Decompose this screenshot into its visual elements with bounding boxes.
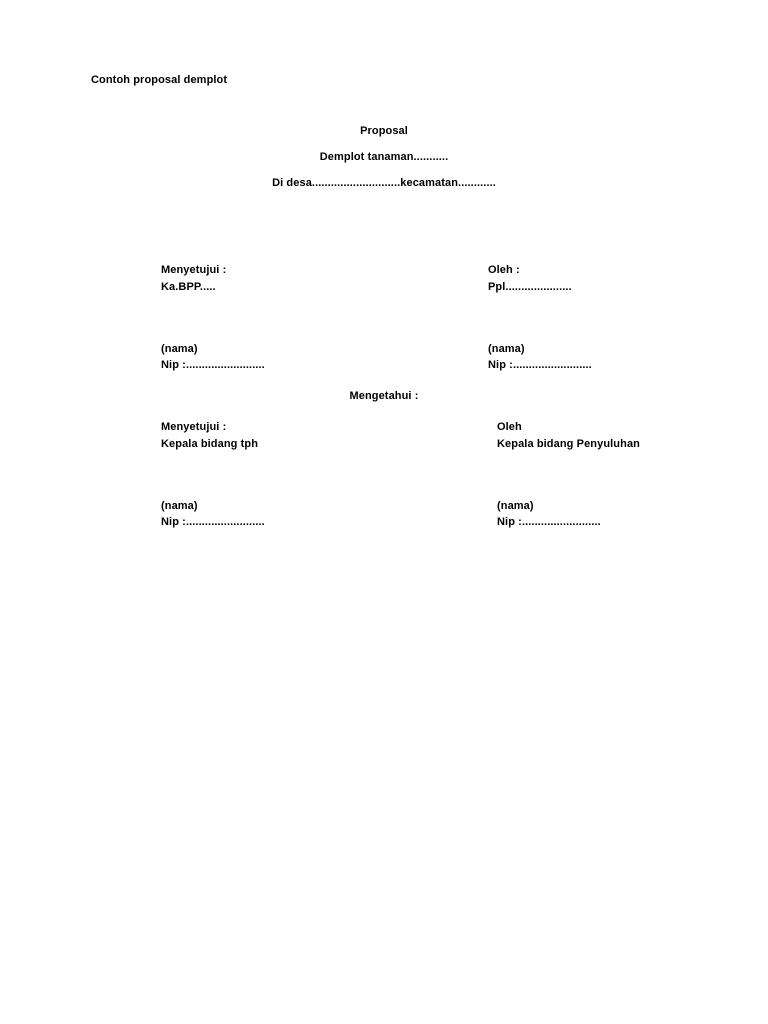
- mengetahui-label: Mengetahui :: [349, 390, 419, 402]
- proposal-subtitle-demplot: Demplot tanaman...........: [319, 151, 449, 163]
- approval-nip: Nip :.........................: [161, 516, 265, 528]
- approval-role: Ka.BPP.....: [161, 281, 216, 293]
- approval-role: Ppl.....................: [488, 281, 572, 293]
- approval-name: (nama): [488, 343, 525, 355]
- approval-name: (nama): [497, 500, 534, 512]
- approval-label: Menyetujui :: [161, 421, 227, 433]
- approval-label: Oleh: [497, 421, 522, 433]
- proposal-title: Proposal: [360, 125, 408, 137]
- document-heading: Contoh proposal demplot: [91, 74, 228, 86]
- approval-nip: Nip :.........................: [161, 359, 265, 371]
- approval-name: (nama): [161, 500, 198, 512]
- approval-nip: Nip :.........................: [488, 359, 592, 371]
- proposal-subtitle-location: Di desa............................kecamatan............: [272, 177, 496, 189]
- approval-name: (nama): [161, 343, 198, 355]
- approval-role: Kepala bidang Penyuluhan: [497, 438, 640, 450]
- approval-role: Kepala bidang tph: [161, 438, 259, 450]
- approval-nip: Nip :.........................: [497, 516, 601, 528]
- approval-label: Menyetujui :: [161, 264, 227, 276]
- approval-label: Oleh :: [488, 264, 520, 276]
